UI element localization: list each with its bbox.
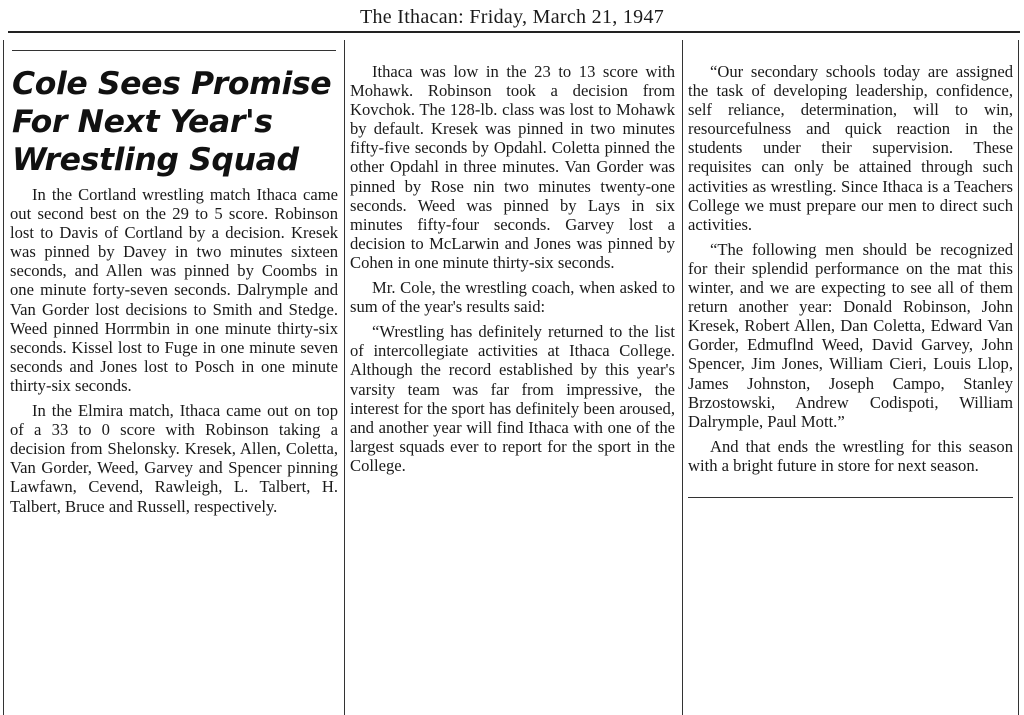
- paragraph-cortland-match: In the Cortland wrestling match Ithaca came out second best on the 29 to 5 score. Robinson lost to Davis of Cortland by a decision. Kresek was pinned by Davey in two minutes sixteen seconds, and Allen was pinned by Coombs in one minute forty-seven seconds. Dalrymple and Van Gorder lost decisions to Smith and Stedge. Weed pinned Horrmbin in one minute thirty-six seconds. Kissel lost to Fuge in one minute seven seconds and Jones lost to Posch in one minute thirty-six seconds.: [10, 185, 338, 395]
- paragraph-mohawk-match: Ithaca was low in the 23 to 13 score with Mohawk. Robinson took a decision from Kovchok. The 128-lb. class was lost to Mohawk by default. Kresek was pinned in two minutes fifty-five seconds by Opdahl. Coletta pinned the other Opdahl in three minutes. Van Gorder was pinned by Rose nin two minutes twenty-one seconds. Weed was pinned by Lays in six minutes fifty-four seconds. Garvey lost a decision to McLarwin and Jones was pinned by Cohen in one minute thirty-six seconds.: [350, 62, 675, 272]
- paragraph-coach-intro: Mr. Cole, the wrestling coach, when asked to sum of the year's results said:: [350, 278, 675, 317]
- headline-line-2: For Next Year's: [12, 104, 273, 140]
- article-column-3: [688, 62, 1013, 715]
- column-rule-right: [1018, 40, 1019, 715]
- headline: [12, 65, 338, 179]
- paragraph-elmira-match: In the Elmira match, Ithaca came out on top of a 33 to 0 score with Robinson taking a decision from Shelonsky. Kresek, Allen, Coletta, Van Gorder, Weed, Garvey and Spencer pinning Lawfawn, Cevend, Rawleigh, L. Talbert, H. Talbert, Bruce and Russell, respectively.: [10, 401, 338, 516]
- paragraph-closing: And that ends the wrestling for this season with a bright future in store for next season.: [688, 436, 1013, 475]
- paragraph-recognized-men: “The following men should be recognized for their splendid performance on the mat this winter, and we are expecting to see all of them return another year: Donald Robinson, John Kresek, Robert Allen, Dan Coletta, Edward Van Gorder, Edmuflnd Weed, David Garvey, John Spencer, Jim Jones, William Cieri, Louis Llop, James Johnston, Joseph Campo, Stanley Brzostowski, Andrew Codispoti, William Dalrymple, Paul Mott.”: [688, 239, 1013, 431]
- paragraph-coach-quote-2: “Our secondary schools today are assigned the task of developing leadership, confidence, self reliance, determination, will to win, resourcefulness and quick reaction in the students under their supervision. These requisites can only be attained through such activities as wrestling. Since Ithaca is a Teachers College we must prepare our men to direct such activities.: [688, 62, 1013, 234]
- paragraph-coach-quote-1: “Wrestling has definitely returned to the list of intercollegiate activities at Ithaca College. Although the record established by this year's varsity team was far from impressive, the interest for the sport has definitely been aroused, and another year will find Ithaca with one of the largest squads ever to report for the sport in the College.: [350, 322, 675, 475]
- column-rule-left: [3, 40, 4, 715]
- headline-top-rule: [12, 50, 336, 51]
- headline-line-3: Wrestling Squad: [12, 142, 299, 178]
- masthead: The Ithacan: Friday, March 21, 1947: [359, 6, 665, 28]
- column-rule-1: [344, 40, 345, 715]
- article-column-1: [10, 40, 338, 715]
- article-end-rule: [688, 497, 1013, 498]
- article-column-2: [350, 62, 675, 715]
- masthead-rule: [8, 31, 1020, 33]
- column-rule-2: [682, 40, 683, 715]
- headline-line-1: Cole Sees Promise: [12, 66, 332, 102]
